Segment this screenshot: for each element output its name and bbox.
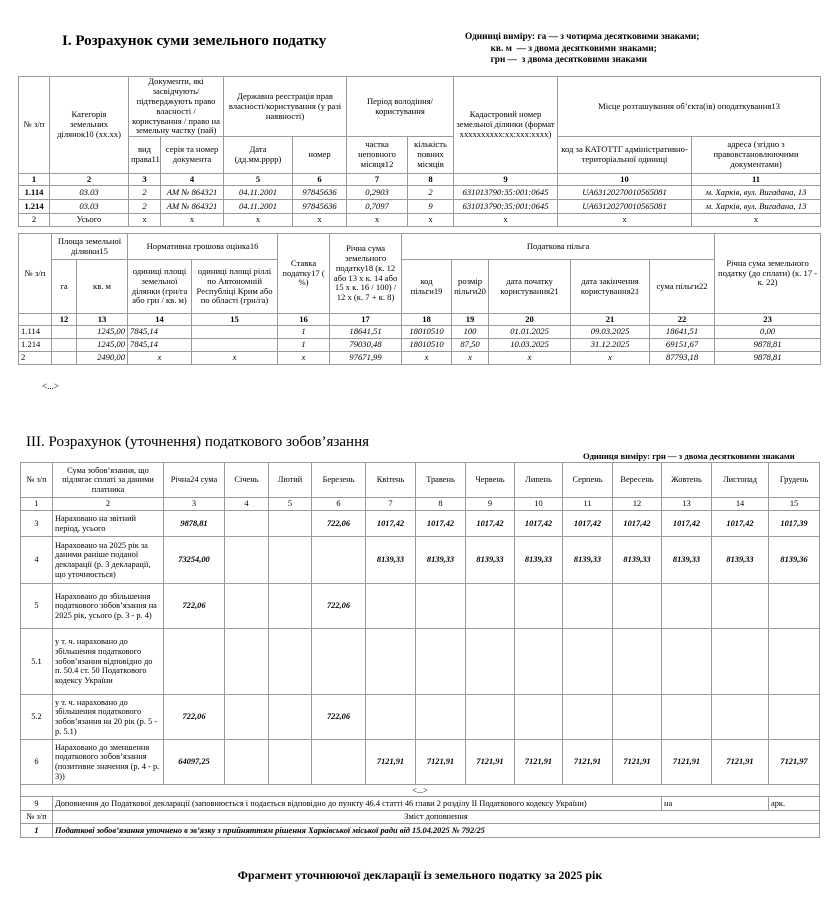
- row-num: 1: [21, 824, 53, 838]
- col-num: 4: [161, 174, 224, 186]
- cell: [712, 695, 769, 740]
- cell: х: [192, 352, 278, 365]
- units-line: грн — з двома десятковими знаками: [465, 55, 648, 65]
- cell: х: [161, 214, 224, 227]
- col-num: 7: [366, 498, 416, 511]
- cell: 2490,00: [77, 352, 128, 365]
- table-row: [21, 695, 820, 740]
- hdr-month: Грудень: [769, 463, 820, 498]
- addition-text: Податкові зобов’язання уточнено в зв’язку з прийняттям рішення Харківської міської ради від 15.04.2025 № 792/25: [53, 824, 820, 838]
- cell: [269, 511, 312, 537]
- col-num: 9: [466, 498, 515, 511]
- hdr-ngo-unit: одиниці площі земельної ділянки (грн/га або грн / кв. м): [128, 260, 192, 314]
- col-num: 12: [613, 498, 662, 511]
- cell: 01.01.2025: [489, 326, 571, 339]
- cell: х: [347, 214, 408, 227]
- row-num: 9: [21, 797, 53, 811]
- cell: [613, 584, 662, 629]
- cell: [225, 537, 269, 584]
- hdr-annual: Річна24 сума: [164, 463, 225, 498]
- cell: Усього: [50, 214, 129, 227]
- cell: 722,06: [164, 584, 225, 629]
- addition-content-row: [21, 824, 820, 838]
- col-num: 1: [19, 174, 50, 186]
- cell: [712, 629, 769, 695]
- cell: [712, 584, 769, 629]
- cell: 0,00: [715, 326, 821, 339]
- hdr-ngo-crimea: одиниці площі ріллі по Автономній Республіці Крим або по області (грн/га): [192, 260, 278, 314]
- cell: 2: [129, 200, 161, 214]
- cell: х: [489, 352, 571, 365]
- col-num: 11: [563, 498, 613, 511]
- cell: х: [408, 214, 454, 227]
- figure-caption: Фрагмент уточнюючої декларації із земельного податку за 2025 рік: [237, 868, 603, 882]
- col-num: 22: [650, 314, 715, 326]
- cell: [366, 629, 416, 695]
- omitted-marker: <...>: [21, 785, 820, 797]
- col-num: 9: [454, 174, 558, 186]
- hdr-location: Місце розташування об’єкта(ів) оподаткування13: [558, 77, 821, 137]
- row-label: Нараховано на 2025 рік за даними раніше поданої декларації (р. 3 декларації, що уточнюється): [53, 537, 164, 584]
- col-num: 3: [164, 498, 225, 511]
- cell: 1017,42: [515, 511, 563, 537]
- row-label: Нараховано до зменшення податкового зобов’язання (позитивне значення (р. 4 - р. 3)): [53, 740, 164, 785]
- cell: 1: [278, 326, 330, 339]
- cell: 7845,14: [128, 326, 192, 339]
- cell: 0,7097: [347, 200, 408, 214]
- cell: [192, 339, 278, 352]
- column-numbers: [21, 498, 820, 511]
- cell: [269, 695, 312, 740]
- cell: [312, 629, 366, 695]
- hdr-category: Категорія земельних ділянок10 (хх.хх): [50, 77, 129, 174]
- cell: 7845,14: [128, 339, 192, 352]
- cell: х: [452, 352, 489, 365]
- cell: [366, 584, 416, 629]
- hdr-month: Червень: [466, 463, 515, 498]
- cell: 69151,67: [650, 339, 715, 352]
- cell: 1: [278, 339, 330, 352]
- omitted-row: [21, 785, 820, 797]
- col-num: 11: [692, 174, 821, 186]
- hdr-area: Площа земельної ділянки15: [52, 234, 128, 260]
- hdr-month: Серпень: [563, 463, 613, 498]
- cell: [52, 352, 77, 365]
- cell: 1017,42: [563, 511, 613, 537]
- row-num: 3: [21, 511, 53, 537]
- total-row: [19, 214, 821, 227]
- column-numbers: [19, 314, 821, 326]
- cell: 04.11.2001: [224, 186, 293, 200]
- table-row: [21, 511, 820, 537]
- cell: 79030,48: [330, 339, 402, 352]
- hdr-period: Період володіння/користування: [347, 77, 454, 137]
- col-num: 7: [347, 174, 408, 186]
- cell: [466, 584, 515, 629]
- cell: 2: [408, 186, 454, 200]
- hdr-payable: Річна сума земельного податку (до сплати) (к. 17 - к. 22): [715, 234, 821, 314]
- cell: 7121,91: [515, 740, 563, 785]
- cell: [225, 695, 269, 740]
- hdr-month: Січень: [225, 463, 269, 498]
- table-row: [21, 629, 820, 695]
- hdr-month: Березень: [312, 463, 366, 498]
- hdr-area-ha: га: [52, 260, 77, 314]
- col-num: 15: [192, 314, 278, 326]
- hdr-ngo: Нормативна грошова оцінка16: [128, 234, 278, 260]
- col-num: 2: [53, 498, 164, 511]
- table-row: [19, 339, 821, 352]
- hdr-area-m: кв. м: [77, 260, 128, 314]
- cell: [515, 584, 563, 629]
- cell: 722,06: [312, 584, 366, 629]
- cell: [164, 629, 225, 695]
- cell: [225, 584, 269, 629]
- col-num: 3: [129, 174, 161, 186]
- hdr-rate: Ставка податку17 ( %): [278, 234, 330, 314]
- cell: 1017,42: [712, 511, 769, 537]
- cell: х: [571, 352, 650, 365]
- cell: 1.214: [19, 200, 50, 214]
- cell: 8139,36: [769, 537, 820, 584]
- hdr-doc-type: вид права11: [129, 137, 161, 174]
- cell: [269, 537, 312, 584]
- cell: [662, 695, 712, 740]
- cell: 97845636: [293, 200, 347, 214]
- cell: [312, 537, 366, 584]
- col-num: 6: [312, 498, 366, 511]
- cell: UA63120270010565081: [558, 186, 692, 200]
- hdr-relief-sum: сума пільги22: [650, 260, 715, 314]
- column-numbers: [19, 174, 821, 186]
- cell: [769, 695, 820, 740]
- cell: [225, 629, 269, 695]
- cell: 1.214: [19, 339, 52, 352]
- addition-header-row: [21, 811, 820, 824]
- cell: [515, 629, 563, 695]
- cell: [662, 629, 712, 695]
- cell: 03.03: [50, 200, 129, 214]
- cell: [52, 339, 77, 352]
- cell: [515, 695, 563, 740]
- cell: 2: [129, 186, 161, 200]
- cell: 7121,91: [416, 740, 466, 785]
- hdr-month: Квітень: [366, 463, 416, 498]
- col-num: 17: [330, 314, 402, 326]
- cell: 87793,18: [650, 352, 715, 365]
- row-label: Нараховано до збільшення податкового зобов’язання на 2025 рік, усього (р. 3 - р. 4): [53, 584, 164, 629]
- cell: 1017,42: [366, 511, 416, 537]
- col-num: 15: [769, 498, 820, 511]
- cell: [269, 584, 312, 629]
- hdr-annual: Річна сума земельного податку18 (к. 12 або 13 х к. 14 або 15 х к. 16 / 100) / 12 х (к. 7 + к. 8): [330, 234, 402, 314]
- cell: [416, 584, 466, 629]
- addition-sheets-suffix: арк.: [769, 797, 820, 811]
- cell: м. Харків, вул. Вигадана, 13: [692, 186, 821, 200]
- cell: 722,06: [312, 695, 366, 740]
- section1-title: I. Розрахунок суми земельного податку: [62, 33, 327, 49]
- cell: 8139,33: [712, 537, 769, 584]
- cell: 9878,81: [715, 339, 821, 352]
- table-row: [21, 584, 820, 629]
- hdr-month: Жовтень: [662, 463, 712, 498]
- cell: 7121,91: [613, 740, 662, 785]
- hdr-period-months: кількість повних місяців: [408, 137, 454, 174]
- cell: 9878,81: [715, 352, 821, 365]
- hdr-month: Травень: [416, 463, 466, 498]
- cell: х: [454, 214, 558, 227]
- cell: м. Харків, вул. Вигадана, 13: [692, 200, 821, 214]
- units-line: Одиниці виміру: га — з чотирма десятковими знаками;: [465, 32, 700, 42]
- addition-sheets-prefix: на: [662, 797, 769, 811]
- cell: [769, 629, 820, 695]
- cell: [416, 629, 466, 695]
- cell: 8139,33: [662, 537, 712, 584]
- cell: 10.03.2025: [489, 339, 571, 352]
- cell: 73254,00: [164, 537, 225, 584]
- cell: 100: [452, 326, 489, 339]
- units-line: кв. м — з двома десятковими знаками;: [465, 43, 657, 54]
- cell: UA63120270010565081: [558, 200, 692, 214]
- cell: [366, 695, 416, 740]
- total-row: [19, 352, 821, 365]
- cell: 8139,33: [366, 537, 416, 584]
- cell: 7121,91: [563, 740, 613, 785]
- omitted-marker: <...>: [42, 381, 59, 391]
- hdr-location-code: код за КАТОТТГ адміністративно-територіальної одиниці: [558, 137, 692, 174]
- cell: [662, 584, 712, 629]
- hdr-num: № з/п: [19, 234, 52, 314]
- cell: х: [129, 214, 161, 227]
- cell: АМ № 864321: [161, 186, 224, 200]
- cell: 7121,91: [466, 740, 515, 785]
- hdr-month: Вересень: [613, 463, 662, 498]
- cell: 18010510: [402, 326, 452, 339]
- cell: 1017,42: [466, 511, 515, 537]
- col-num: 2: [50, 174, 129, 186]
- col-num: 4: [225, 498, 269, 511]
- cell: 8139,33: [613, 537, 662, 584]
- valuation-relief-table: [18, 233, 821, 365]
- sub-hdr-text: Зміст доповнення: [53, 811, 820, 824]
- cell: 87,50: [452, 339, 489, 352]
- hdr-reg-date: Дата (дд.мм.рррр): [224, 137, 293, 174]
- col-num: 20: [489, 314, 571, 326]
- table-row: [21, 740, 820, 785]
- row-num: 4: [21, 537, 53, 584]
- cell: 722,06: [164, 695, 225, 740]
- row-label: Нараховано на звітний період, усього: [53, 511, 164, 537]
- addition-row: [21, 797, 820, 811]
- cell: [225, 511, 269, 537]
- cell: 7121,91: [366, 740, 416, 785]
- col-num: 18: [402, 314, 452, 326]
- cell: 631013790:35:001:0645: [454, 186, 558, 200]
- hdr-period-part: частка неповного місяця12: [347, 137, 408, 174]
- cell: 97845636: [293, 186, 347, 200]
- cell: 7121,97: [769, 740, 820, 785]
- col-num: 5: [269, 498, 312, 511]
- col-num: 8: [408, 174, 454, 186]
- col-num: 10: [558, 174, 692, 186]
- section3-units: Одиниця виміру: грн — з двома десятковими знаками: [583, 451, 795, 461]
- hdr-num: № з/п: [21, 463, 53, 498]
- cell: х: [128, 352, 192, 365]
- cell: 0,2903: [347, 186, 408, 200]
- row-num: 5.1: [21, 629, 53, 695]
- col-num: 14: [128, 314, 192, 326]
- table-row: [19, 200, 821, 214]
- cell: 09.03.2025: [571, 326, 650, 339]
- col-num: 5: [224, 174, 293, 186]
- sub-hdr-num: № з/п: [21, 811, 53, 824]
- cell: 722,06: [312, 511, 366, 537]
- cell: 8139,33: [515, 537, 563, 584]
- cell: АМ № 864321: [161, 200, 224, 214]
- cell: 1017,42: [662, 511, 712, 537]
- cell: х: [293, 214, 347, 227]
- cell: 7121,91: [662, 740, 712, 785]
- cell: 04.11.2001: [224, 200, 293, 214]
- addition-description: Доповнення до Податкової декларації (заповнюється і подається відповідно до пункту 46.4 статті 46 глави 2 розділу II Податкового кодексу України): [53, 797, 662, 811]
- row-num: 5.2: [21, 695, 53, 740]
- cell: 8139,33: [416, 537, 466, 584]
- cell: 97671,99: [330, 352, 402, 365]
- cell: 8139,33: [563, 537, 613, 584]
- cell: х: [558, 214, 692, 227]
- cell: 2: [19, 214, 50, 227]
- hdr-month: Листопад: [712, 463, 769, 498]
- hdr-num: № з/п: [19, 77, 50, 174]
- cell: 2: [19, 352, 52, 365]
- hdr-relief-start: дата початку користування21: [489, 260, 571, 314]
- table-row: [19, 186, 821, 200]
- cell: [563, 629, 613, 695]
- row-num: 5: [21, 584, 53, 629]
- cell: х: [692, 214, 821, 227]
- row-num: 6: [21, 740, 53, 785]
- cell: 1017,39: [769, 511, 820, 537]
- cell: 18010510: [402, 339, 452, 352]
- cell: 1017,42: [613, 511, 662, 537]
- cell: [563, 695, 613, 740]
- cell: 9878,81: [164, 511, 225, 537]
- hdr-cadastral: Кадастровий номер земельної ділянки (формат хххххххххх:хх:ххх:хххх): [454, 77, 558, 174]
- cell: [416, 695, 466, 740]
- cell: 18641,51: [650, 326, 715, 339]
- cell: [466, 629, 515, 695]
- cell: 8139,33: [466, 537, 515, 584]
- land-tax-table: [18, 76, 821, 227]
- cell: 03.03: [50, 186, 129, 200]
- hdr-doc-series: серія та номер документа: [161, 137, 224, 174]
- table-row: [21, 537, 820, 584]
- col-num: 16: [278, 314, 330, 326]
- cell: 18641,51: [330, 326, 402, 339]
- cell: 9: [408, 200, 454, 214]
- cell: 631013790:35:001:0645: [454, 200, 558, 214]
- col-num: 19: [452, 314, 489, 326]
- col-num: 21: [571, 314, 650, 326]
- col-num: 6: [293, 174, 347, 186]
- cell: [613, 629, 662, 695]
- row-label: у т. ч. нараховано до збільшення податкового зобов’язання на 20 рік (р. 5 - р. 5.1): [53, 695, 164, 740]
- hdr-location-addr: адреса (згідно з правовстановлюючими документами): [692, 137, 821, 174]
- cell: 1245,00: [77, 326, 128, 339]
- liability-table: [20, 462, 820, 838]
- hdr-registration: Державна реєстрація прав власності/користування (у разі наявності): [224, 77, 347, 137]
- cell: [225, 740, 269, 785]
- cell: [466, 695, 515, 740]
- col-num: 8: [416, 498, 466, 511]
- cell: 31.12.2025: [571, 339, 650, 352]
- cell: х: [224, 214, 293, 227]
- col-num: 1: [21, 498, 53, 511]
- col-num: 10: [515, 498, 563, 511]
- hdr-relief-code: код пільги19: [402, 260, 452, 314]
- cell: [769, 584, 820, 629]
- hdr-relief-size: розмір пільги20: [452, 260, 489, 314]
- cell: [563, 584, 613, 629]
- hdr-reg-num: номер: [293, 137, 347, 174]
- cell: 1.114: [19, 186, 50, 200]
- cell: х: [278, 352, 330, 365]
- cell: х: [402, 352, 452, 365]
- col-num: 23: [715, 314, 821, 326]
- col-num: [19, 314, 52, 326]
- section3-title: III. Розрахунок (уточнення) податкового зобов’язання: [26, 434, 369, 450]
- hdr-month: Липень: [515, 463, 563, 498]
- col-num: 12: [52, 314, 77, 326]
- hdr-relief-end: дата закінчення користування21: [571, 260, 650, 314]
- cell: [613, 695, 662, 740]
- table-row: [19, 326, 821, 339]
- cell: 64097,25: [164, 740, 225, 785]
- cell: 1.114: [19, 326, 52, 339]
- col-num: 13: [662, 498, 712, 511]
- cell: [52, 326, 77, 339]
- col-num: 14: [712, 498, 769, 511]
- row-label: у т. ч. нараховано до збільшення податкового зобов’язання відповідно до п. 50.4 ст. 50 Податкового кодексу України: [53, 629, 164, 695]
- col-num: 13: [77, 314, 128, 326]
- cell: 1245,00: [77, 339, 128, 352]
- hdr-month: Лютий: [269, 463, 312, 498]
- cell: [312, 740, 366, 785]
- cell: [192, 326, 278, 339]
- cell: 7121,91: [712, 740, 769, 785]
- cell: [269, 629, 312, 695]
- cell: [269, 740, 312, 785]
- cell: 1017,42: [416, 511, 466, 537]
- hdr-docs: Документи, які засвідчують/підтверджують право власності / користування / право на земельну частку (пай): [129, 77, 224, 137]
- hdr-relief: Податкова пільга: [402, 234, 715, 260]
- hdr-label: Сума зобов’язання, що підлягає сплаті за даними платника: [53, 463, 164, 498]
- section1-units: [465, 32, 699, 67]
